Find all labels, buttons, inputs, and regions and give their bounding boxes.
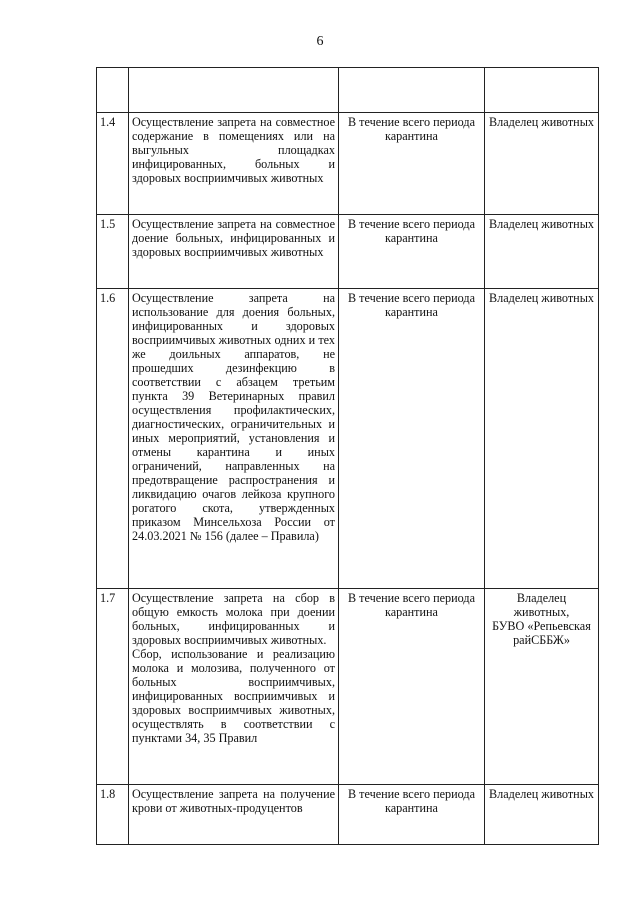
table-row: [97, 289, 599, 589]
row-term: В течение всего периода карантина: [339, 589, 485, 785]
row-action: Осуществление запрета на получение крови от животных-продуцентов: [129, 785, 339, 845]
row-responsible: Владелец животных: [485, 785, 599, 845]
table-row: [97, 113, 599, 215]
row-responsible: Владелец животных, БУВО «Репьевская райСББЖ»: [485, 589, 599, 785]
row-number: 1.4: [97, 113, 129, 215]
row-number: 1.7: [97, 589, 129, 785]
row-number: 1.6: [97, 289, 129, 589]
row-number: 1.5: [97, 215, 129, 289]
table-cell: [97, 68, 129, 113]
row-number: 1.8: [97, 785, 129, 845]
table-cell: [129, 68, 339, 113]
table-row-continued: [97, 68, 599, 113]
row-action: Осуществление запрета на совместное содержание в помещениях или на выгульных площадках инфицированных, больных и здоровых восприимчивых животных: [129, 113, 339, 215]
table-cell: [339, 68, 485, 113]
row-responsible: Владелец животных: [485, 215, 599, 289]
row-term: В течение всего периода карантина: [339, 215, 485, 289]
row-responsible: Владелец животных: [485, 113, 599, 215]
row-action: Осуществление запрета на сбор в общую емкость молока при доении больных, инфицированных и здоровых восприимчивых животных. Сбор, использование и реализацию молока и молозива, полученного от больных восприимчивых, инфицированных восприимчивых и здоровых восприимчивых животных, осуществлять в соответствии с пунктами 34, 35 Правил: [129, 589, 339, 785]
table-cell: [485, 68, 599, 113]
row-term: В течение всего периода карантина: [339, 289, 485, 589]
row-action: Осуществление запрета на совместное доение больных, инфицированных и здоровых восприимчивых животных: [129, 215, 339, 289]
row-term: В течение всего периода карантина: [339, 785, 485, 845]
page-number: 6: [316, 34, 324, 49]
quarantine-measures-table: [96, 67, 599, 845]
row-action: Осуществление запрета на использование для доения больных, инфицированных и здоровых восприимчивых животных одних и тех же доильных аппаратов, не прошедших дезинфекцию в соответствии с абзацем третьим пункта 39 Ветеринарных правил осуществления профилактических, диагностических, ограничительных и иных мероприятий, установления и отмены карантина и иных ограничений, направленных на предотвращение распространения и ликвидацию очагов лейкоза крупного рогатого скота, утвержденных приказом Минсельхоза России от 24.03.2021 № 156 (далее – Правила): [129, 289, 339, 589]
table-row: [97, 215, 599, 289]
row-term: В течение всего периода карантина: [339, 113, 485, 215]
table-row: [97, 589, 599, 785]
table-row: [97, 785, 599, 845]
row-responsible: Владелец животных: [485, 289, 599, 589]
